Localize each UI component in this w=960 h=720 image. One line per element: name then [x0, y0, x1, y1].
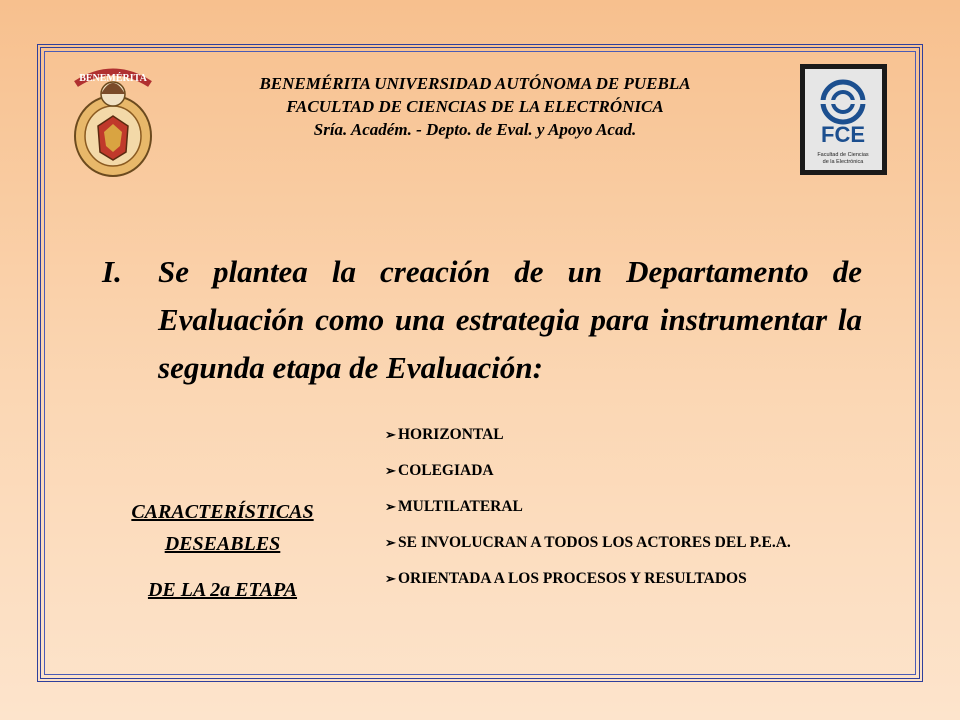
fce-caption-2: de la Electrónica [822, 159, 864, 165]
arrow-bullet-icon: ➢ [385, 571, 396, 586]
seal-lettering: BENEMÉRITA [79, 73, 147, 84]
point-text: Se plantea la creación de un Departamento de Evaluación como una estrategia para instrumentar la segunda etapa de Evaluación: [158, 254, 862, 385]
fce-lettering: FCE [821, 122, 865, 147]
department-name: Sría. Académ. - Depto. de Eval. y Apoyo Acad. [313, 120, 637, 139]
header [150, 72, 800, 141]
arrow-bullet-icon: ➢ [385, 463, 396, 478]
characteristics-title-line1: CARACTERÍSTICAS [131, 501, 314, 523]
point-number: I. [102, 254, 122, 289]
fce-caption: Facultad de Ciencias [817, 152, 869, 158]
list-item: ➢ ORIENTADA A LOS PROCESOS Y RESULTADOS [385, 568, 845, 590]
university-name: BENEMÉRITA UNIVERSIDAD AUTÓNOMA DE PUEBLA [259, 74, 691, 93]
university-seal-logo [68, 64, 158, 180]
traits-list [385, 424, 845, 604]
arrow-bullet-icon: ➢ [385, 427, 396, 442]
list-item: ➢ COLEGIADA [385, 460, 845, 482]
characteristics-title [90, 496, 355, 606]
main-point [102, 248, 862, 392]
list-item: ➢ SE INVOLUCRAN A TODOS LOS ACTORES DEL P.E.A. [385, 532, 845, 554]
list-item: ➢ HORIZONTAL [385, 424, 845, 446]
characteristics-subtitle: DE LA 2a ETAPA [147, 579, 298, 601]
arrow-bullet-icon: ➢ [385, 535, 396, 550]
list-item: ➢ MULTILATERAL [385, 496, 845, 518]
faculty-name: FACULTAD DE CIENCIAS DE LA ELECTRÓNICA [286, 97, 664, 116]
fce-logo [800, 64, 887, 175]
arrow-bullet-icon: ➢ [385, 499, 396, 514]
characteristics-title-line2: DESEABLES [164, 533, 281, 555]
